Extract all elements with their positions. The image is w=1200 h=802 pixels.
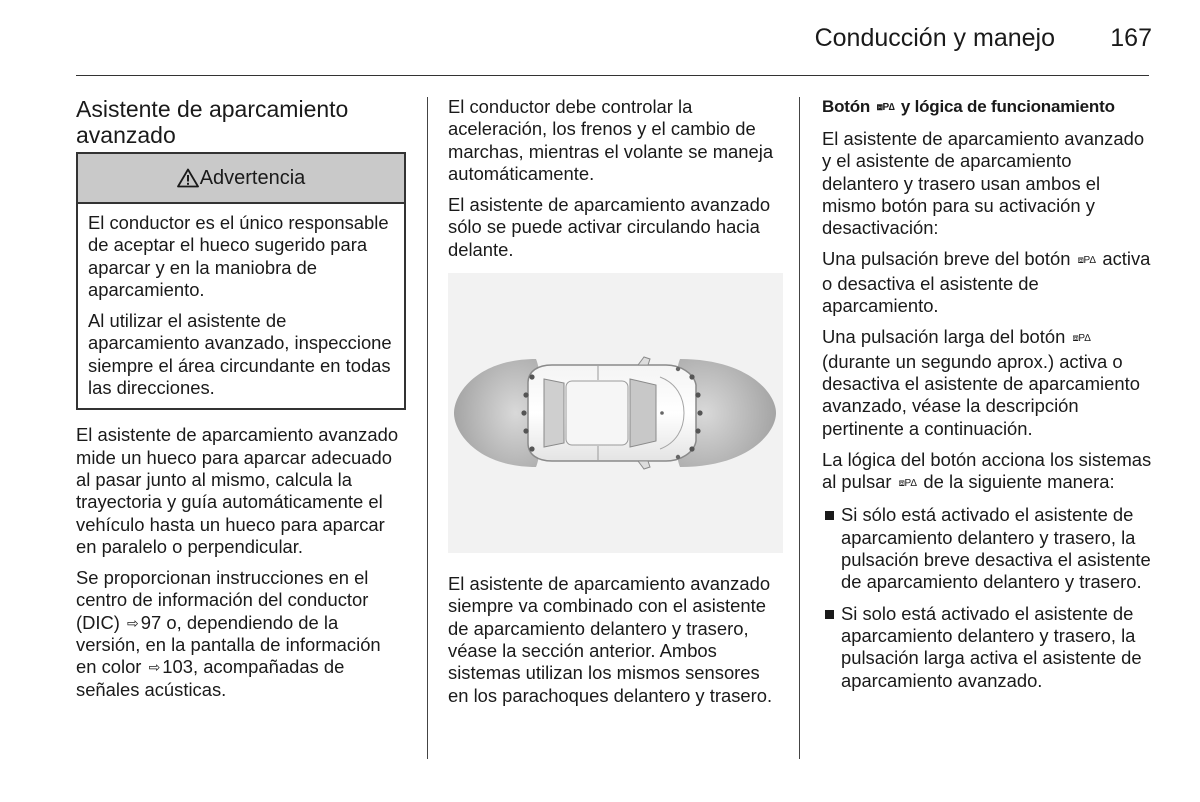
body-paragraph: El asistente de aparcamiento avanzado siempre va combinado con el asistente de aparcamiento delantero y trasero, véase la sección anterior. Ambos sistemas utilizan los mismos sensores en los parachoques delantero y trasero. bbox=[448, 573, 773, 706]
body-paragraph: El asistente de aparcamiento avanzado sólo se puede activar circulando hacia delante. bbox=[448, 194, 771, 260]
section-heading: Asistente de aparcamiento avanzado bbox=[76, 96, 349, 148]
subheading bbox=[822, 96, 1152, 119]
text-run: de la siguiente manera: bbox=[923, 471, 1115, 493]
text-run: Una pulsación breve del botón bbox=[822, 248, 1071, 270]
warning-title: Advertencia bbox=[199, 166, 306, 189]
parking-button-icon: ⧈P∆ bbox=[898, 478, 917, 490]
body-paragraph bbox=[822, 449, 1152, 496]
warning-header bbox=[78, 154, 404, 204]
column-2 bbox=[448, 96, 783, 716]
text-run: activa o desactiva el asistente de aparcamiento. bbox=[822, 248, 1151, 317]
parking-button-icon: ⧈P∆ bbox=[876, 102, 895, 113]
car-parking-sensors-illustration bbox=[448, 273, 783, 553]
parking-button-icon: ⧈P∆ bbox=[1072, 333, 1091, 345]
column-1 bbox=[76, 96, 406, 710]
warning-body bbox=[78, 204, 404, 399]
text-run: o, dependiendo de la versión, en la pantalla de información en color bbox=[76, 611, 381, 678]
page-reference: 103 bbox=[162, 656, 193, 678]
warning-box bbox=[76, 152, 406, 410]
text-run: Una pulsación larga del botón bbox=[822, 326, 1066, 348]
text-run: , acompañadas de señales acústicas. bbox=[76, 656, 345, 700]
text-run: La lógica del botón acciona los sistemas al pulsar bbox=[822, 448, 1152, 493]
text-run: Botón bbox=[822, 97, 871, 116]
column-divider-1 bbox=[427, 97, 428, 759]
list-item: Si solo está activado el asistente de aparcamiento delantero y trasero, la pulsación larga activa el asistente de aparcamiento avanzado. bbox=[822, 603, 1152, 692]
bullet-list bbox=[822, 504, 1152, 691]
car-parking-sensors-icon bbox=[448, 273, 783, 553]
body-paragraph: El asistente de aparcamiento avanzado mide un hueco para aparcar adecuado al pasar junto al mismo, calcula la trayectoria y guía automáticamente el vehículo hasta un hueco para aparcar en paralelo o perpendicular. bbox=[76, 424, 399, 557]
header-rule bbox=[76, 75, 1149, 76]
text-run: (durante un segundo aprox.) activa o desactiva el asistente de aparcamiento avanzado, véase la descripción pertinente a continuación. bbox=[822, 350, 1140, 439]
page-reference-arrow-icon: ⇨ bbox=[148, 659, 161, 676]
list-item: Si sólo está activado el asistente de aparcamiento delantero y trasero, la pulsación breve desactiva el asistente de aparcamiento delantero y trasero. bbox=[822, 504, 1152, 593]
body-paragraph bbox=[822, 248, 1152, 317]
body-paragraph: El asistente de aparcamiento avanzado y el asistente de aparcamiento delantero y trasero usan ambos el mismo botón para su activación y desactivación: bbox=[822, 128, 1145, 239]
column-3 bbox=[822, 96, 1152, 701]
body-paragraph: El conductor debe controlar la aceleración, los frenos y el cambio de marchas, mientras el volante se maneja automáticamente. bbox=[448, 96, 774, 184]
column-divider-2 bbox=[799, 97, 800, 759]
page-number: 167 bbox=[1110, 24, 1152, 52]
warning-paragraph: Al utilizar el asistente de aparcamiento avanzado, inspeccione siempre el área circundante en todas las direcciones. bbox=[88, 310, 392, 399]
warning-paragraph: El conductor es el único responsable de aceptar el hueco sugerido para aparcar y en la maniobra de aparcamiento. bbox=[88, 212, 389, 300]
body-paragraph bbox=[822, 326, 1152, 439]
warning-triangle-icon bbox=[177, 168, 199, 188]
body-paragraph-dic bbox=[76, 567, 406, 701]
header-title: Conducción y manejo bbox=[814, 24, 1055, 52]
page-reference: 97 bbox=[140, 611, 162, 633]
text-run: Se proporcionan instrucciones en el centro de información del conductor (DIC) bbox=[76, 567, 369, 633]
text-run: y lógica de funcionamiento bbox=[900, 97, 1115, 116]
page-reference-arrow-icon: ⇨ bbox=[127, 614, 139, 631]
parking-button-icon: ⧈P∆ bbox=[1077, 255, 1096, 267]
